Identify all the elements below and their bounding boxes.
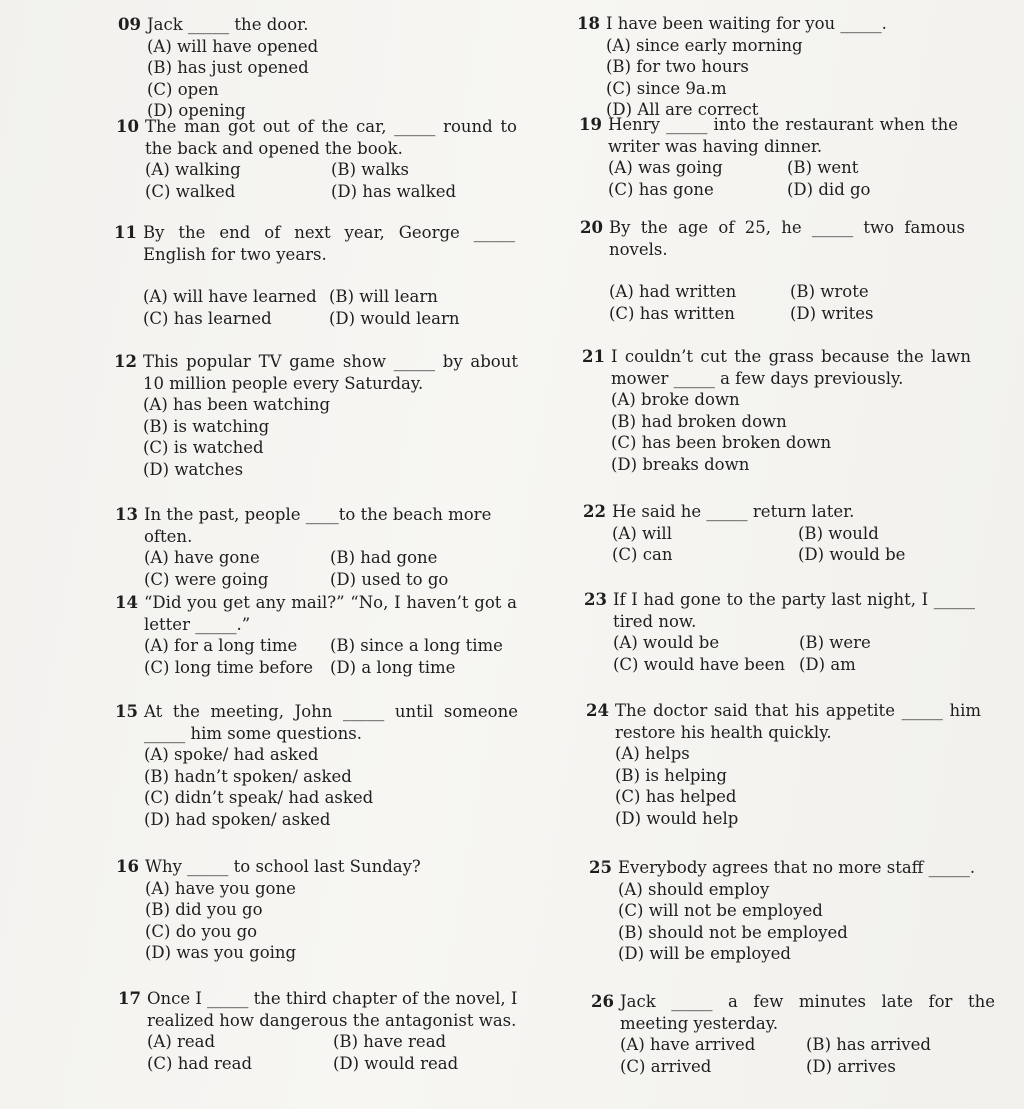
option-d: (D) used to go (330, 569, 449, 589)
option-a: (A) for a long time (144, 636, 298, 655)
option-b: (B) hadn’t spoken/ asked (144, 766, 352, 786)
option-c: (C) walked (145, 181, 236, 201)
question-number: 26 (591, 992, 614, 1011)
question-stem: Jack _____ a few minutes late for the meeting yesterday. (620, 992, 1001, 1033)
question-stem: In the past, people ____to the beach more often. (144, 505, 497, 546)
option-a: (A) have gone (144, 548, 260, 567)
question-21 (582, 346, 977, 475)
option-b: (B) had broken down (611, 411, 787, 431)
option-d: (D) watches (143, 459, 244, 479)
option-b: (B) have read (333, 1032, 447, 1051)
question-13 (115, 504, 524, 590)
option-a: (A) walking (145, 160, 241, 179)
option-a: (A) have arrived (620, 1035, 756, 1054)
question-stem: Once I _____ the third chapter of the novel, I realized how dangerous the antagonist was. (147, 989, 523, 1030)
question-16 (116, 856, 520, 964)
option-c: (C) will not be employed (618, 901, 823, 920)
option-c: (C) has written (609, 303, 735, 323)
option-d: (D) has walked (331, 181, 457, 201)
option-d: (D) would be (798, 545, 906, 564)
question-number: 09 (118, 15, 141, 34)
question-stem: If I had gone to the party last night, I _____ tired now. (613, 590, 981, 631)
option-b: (B) did you go (145, 900, 263, 919)
option-c: (C) open (147, 79, 219, 99)
option-c: (C) has learned (143, 308, 272, 328)
option-c: (C) didn’t speak/ had asked (144, 788, 374, 807)
option-c: (C) since 9a.m (606, 78, 727, 98)
option-a: (A) spoke/ had asked (144, 745, 319, 764)
option-b: (B) is watching (143, 416, 270, 436)
option-d: (D) had spoken/ asked (144, 809, 331, 829)
option-d: (D) would read (333, 1053, 459, 1073)
question-22 (583, 501, 972, 566)
option-d: (D) did go (787, 179, 871, 199)
option-c: (C) has been broken down (611, 433, 832, 452)
question-25 (589, 857, 978, 965)
option-b: (B) were (799, 633, 871, 652)
question-stem: The man got out of the car, _____ round to the back and opened the book. (145, 117, 523, 158)
option-a: (A) will (612, 523, 672, 543)
question-stem: He said he _____ return later. (612, 502, 855, 521)
question-stem: At the meeting, John _____ until someone _____ him some questions. (144, 702, 524, 743)
option-a: (A) will have learned (143, 287, 317, 306)
option-a: (A) will have opened (147, 36, 319, 56)
question-number: 25 (589, 858, 612, 877)
option-d: (D) opening (147, 101, 246, 120)
question-stem: By the age of 25, he _____ two famous novels. (609, 218, 971, 259)
question-20 (580, 217, 971, 324)
option-c: (C) has gone (608, 179, 714, 199)
option-d: (D) a long time (330, 657, 456, 677)
option-a: (A) helps (615, 744, 690, 763)
question-number: 18 (577, 14, 600, 33)
option-b: (B) is helping (615, 765, 727, 785)
question-15 (115, 701, 524, 830)
question-12 (114, 351, 524, 480)
option-c: (C) long time before (144, 657, 313, 677)
question-number: 23 (584, 590, 607, 609)
question-number: 12 (114, 352, 137, 371)
question-stem: “Did you get any mail?” “No, I haven’t got a letter _____.” (144, 593, 523, 634)
option-d: (D) am (799, 654, 856, 674)
question-number: 19 (579, 115, 602, 134)
option-c: (C) would have been (613, 654, 786, 674)
option-b: (B) would (798, 523, 879, 543)
question-number: 14 (115, 593, 138, 612)
option-c: (C) had read (147, 1053, 253, 1073)
option-c: (C) is watched (143, 438, 264, 457)
option-d: (D) would help (615, 808, 739, 828)
question-24 (586, 700, 987, 829)
option-b: (B) had gone (330, 548, 438, 567)
question-18 (577, 13, 976, 121)
option-d: (D) was you going (145, 943, 297, 962)
question-stem: I have been waiting for you _____. (606, 14, 887, 33)
option-d: (D) writes (790, 303, 874, 323)
option-c: (C) were going (144, 569, 269, 589)
option-a: (A) should employ (618, 879, 770, 899)
option-b: (B) will learn (329, 287, 438, 306)
option-b: (B) went (787, 158, 859, 177)
question-14 (115, 592, 523, 678)
option-d: (D) breaks down (611, 454, 750, 474)
question-19 (579, 114, 964, 200)
option-b: (B) since a long time (330, 636, 503, 655)
option-a: (A) was going (608, 158, 723, 177)
question-stem: Everybody agrees that no more staff _____. (618, 858, 976, 877)
option-a: (A) read (147, 1032, 216, 1051)
option-b: (B) has arrived (806, 1035, 931, 1054)
question-number: 13 (115, 505, 138, 524)
question-number: 16 (116, 857, 139, 876)
option-b: (B) should not be employed (618, 922, 848, 942)
option-d: (D) All are correct (606, 100, 759, 119)
option-a: (A) had written (609, 282, 737, 301)
question-number: 15 (115, 702, 138, 721)
question-stem: The doctor said that his appetite _____ him restore his health quickly. (615, 701, 987, 742)
option-a: (A) has been watching (143, 395, 331, 414)
question-number: 21 (582, 347, 605, 366)
option-a: (A) broke down (611, 390, 740, 409)
question-number: 22 (583, 502, 606, 521)
question-stem: I couldn’t cut the grass because the lawn mower _____ a few days previously. (611, 347, 977, 388)
question-number: 11 (114, 223, 137, 242)
question-stem: Jack _____ the door. (147, 15, 309, 34)
question-number: 24 (586, 701, 609, 720)
question-11 (114, 222, 521, 329)
option-b: (B) has just opened (147, 58, 309, 77)
option-a: (A) since early morning (606, 35, 803, 55)
option-a: (A) have you gone (145, 878, 296, 898)
question-10 (116, 116, 523, 202)
option-c: (C) has helped (615, 787, 737, 806)
question-number: 20 (580, 218, 603, 237)
question-stem: This popular TV game show _____ by about 10 million people every Saturday. (143, 352, 524, 393)
question-26 (591, 991, 1001, 1077)
question-number: 17 (118, 989, 141, 1008)
option-a: (A) would be (613, 633, 720, 652)
question-09 (118, 14, 527, 122)
question-17 (118, 988, 523, 1074)
question-stem: By the end of next year, George _____ English for two years. (143, 223, 521, 264)
question-stem: Why _____ to school last Sunday? (145, 857, 421, 876)
question-number: 10 (116, 117, 139, 136)
option-d: (D) would learn (329, 308, 460, 328)
option-c: (C) do you go (145, 921, 258, 941)
option-c: (C) can (612, 545, 673, 564)
option-d: (D) will be employed (618, 944, 791, 963)
question-23 (584, 589, 981, 675)
option-c: (C) arrived (620, 1056, 712, 1076)
question-stem: Henry _____ into the restaurant when the writer was having dinner. (608, 115, 964, 156)
option-b: (B) walks (331, 160, 409, 179)
option-b: (B) for two hours (606, 57, 749, 76)
option-b: (B) wrote (790, 282, 869, 301)
option-d: (D) arrives (806, 1056, 896, 1076)
